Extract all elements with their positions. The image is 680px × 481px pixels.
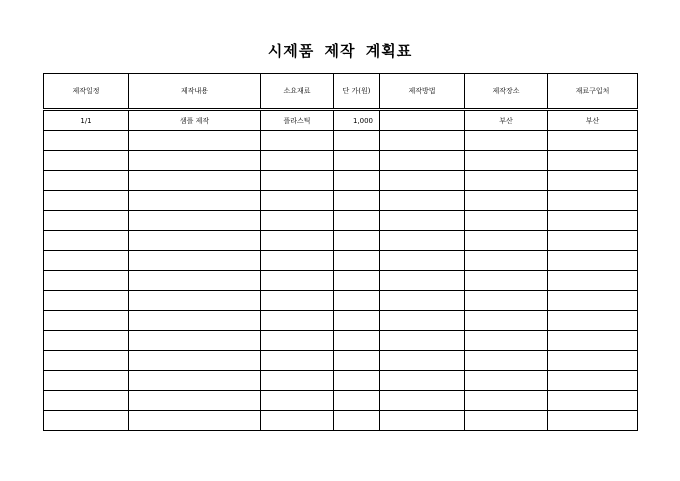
cell-location[interactable]: [465, 151, 548, 171]
cell-location[interactable]: [465, 311, 548, 331]
cell-supplier[interactable]: [548, 311, 638, 331]
cell-schedule[interactable]: [44, 351, 129, 371]
header-schedule: 제작일정: [44, 74, 129, 110]
cell-unit-price[interactable]: [334, 151, 380, 171]
cell-schedule[interactable]: [44, 371, 129, 391]
cell-materials[interactable]: [261, 171, 334, 191]
cell-content[interactable]: [129, 311, 261, 331]
cell-schedule[interactable]: [44, 251, 129, 271]
cell-location[interactable]: [465, 171, 548, 191]
cell-content[interactable]: [129, 211, 261, 231]
table-row: [44, 331, 638, 351]
cell-schedule[interactable]: [44, 331, 129, 351]
header-location: 제작장소: [465, 74, 548, 110]
cell-materials[interactable]: [261, 191, 334, 211]
table-row: [44, 231, 638, 251]
cell-method[interactable]: [380, 331, 465, 351]
cell-materials[interactable]: [261, 311, 334, 331]
cell-content[interactable]: [129, 371, 261, 391]
cell-unit-price[interactable]: [334, 171, 380, 191]
cell-method[interactable]: [380, 211, 465, 231]
cell-content[interactable]: [129, 411, 261, 431]
table-row: [44, 151, 638, 171]
cell-unit-price[interactable]: [334, 331, 380, 351]
table-row: [44, 411, 638, 431]
table-row: [44, 110, 638, 131]
cell-content[interactable]: [129, 291, 261, 311]
cell-method[interactable]: [380, 171, 465, 191]
cell-unit-price[interactable]: [334, 191, 380, 211]
cell-unit-price[interactable]: [334, 291, 380, 311]
cell-content[interactable]: [129, 151, 261, 171]
cell-schedule[interactable]: [44, 411, 129, 431]
cell-supplier[interactable]: [548, 251, 638, 271]
cell-schedule[interactable]: [44, 271, 129, 291]
cell-schedule[interactable]: [44, 191, 129, 211]
cell-unit-price[interactable]: [334, 391, 380, 411]
cell-location[interactable]: [465, 191, 548, 211]
table-body: [44, 110, 638, 431]
table-row: [44, 131, 638, 151]
cell-content[interactable]: [129, 171, 261, 191]
cell-materials[interactable]: 플라스틱: [261, 110, 334, 131]
table-row: [44, 211, 638, 231]
document-title: 시제품 제작 계획표: [267, 42, 413, 60]
cell-materials[interactable]: [261, 351, 334, 371]
cell-location[interactable]: [465, 271, 548, 291]
table-row: [44, 351, 638, 371]
table-row: [44, 311, 638, 331]
cell-method[interactable]: [380, 391, 465, 411]
cell-supplier[interactable]: [548, 271, 638, 291]
cell-method[interactable]: [380, 110, 465, 131]
cell-materials[interactable]: [261, 411, 334, 431]
cell-materials[interactable]: [261, 131, 334, 151]
cell-schedule[interactable]: [44, 151, 129, 171]
cell-supplier[interactable]: [548, 331, 638, 351]
cell-supplier[interactable]: [548, 351, 638, 371]
cell-schedule[interactable]: 1/1: [44, 110, 129, 131]
table-row: [44, 171, 638, 191]
cell-content[interactable]: [129, 351, 261, 371]
header-materials: 소요재료: [261, 74, 334, 110]
cell-unit-price[interactable]: 1,000: [334, 110, 380, 131]
cell-supplier[interactable]: [548, 411, 638, 431]
cell-materials[interactable]: [261, 251, 334, 271]
cell-unit-price[interactable]: [334, 211, 380, 231]
cell-materials[interactable]: [261, 211, 334, 231]
header-content: 제작내용: [129, 74, 261, 110]
cell-content[interactable]: [129, 331, 261, 351]
cell-supplier[interactable]: [548, 151, 638, 171]
cell-unit-price[interactable]: [334, 371, 380, 391]
cell-location[interactable]: [465, 411, 548, 431]
cell-unit-price[interactable]: [334, 271, 380, 291]
cell-materials[interactable]: [261, 331, 334, 351]
cell-supplier[interactable]: [548, 211, 638, 231]
table-row: [44, 191, 638, 211]
table-row: [44, 251, 638, 271]
cell-location[interactable]: [465, 231, 548, 251]
cell-schedule[interactable]: [44, 311, 129, 331]
cell-method[interactable]: [380, 411, 465, 431]
cell-schedule[interactable]: [44, 211, 129, 231]
cell-method[interactable]: [380, 371, 465, 391]
cell-method[interactable]: [380, 131, 465, 151]
cell-unit-price[interactable]: [334, 411, 380, 431]
cell-content[interactable]: 샘플 제작: [129, 110, 261, 131]
cell-schedule[interactable]: [44, 291, 129, 311]
cell-supplier[interactable]: [548, 231, 638, 251]
header-supplier: 재료구입처: [548, 74, 638, 110]
cell-method[interactable]: [380, 351, 465, 371]
cell-materials[interactable]: [261, 231, 334, 251]
cell-location[interactable]: [465, 391, 548, 411]
cell-location[interactable]: [465, 351, 548, 371]
cell-location[interactable]: [465, 371, 548, 391]
cell-supplier[interactable]: [548, 171, 638, 191]
cell-method[interactable]: [380, 231, 465, 251]
cell-content[interactable]: [129, 251, 261, 271]
table-row: [44, 371, 638, 391]
cell-content[interactable]: [129, 271, 261, 291]
cell-unit-price[interactable]: [334, 231, 380, 251]
cell-location[interactable]: [465, 331, 548, 351]
cell-unit-price[interactable]: [334, 251, 380, 271]
table-row: [44, 291, 638, 311]
table-row: [44, 391, 638, 411]
cell-supplier[interactable]: [548, 131, 638, 151]
cell-materials[interactable]: [261, 291, 334, 311]
cell-unit-price[interactable]: [334, 311, 380, 331]
header-method: 제작방법: [380, 74, 465, 110]
cell-schedule[interactable]: [44, 171, 129, 191]
table-row: [44, 271, 638, 291]
cell-supplier[interactable]: [548, 371, 638, 391]
cell-materials[interactable]: [261, 151, 334, 171]
cell-materials[interactable]: [261, 271, 334, 291]
cell-location[interactable]: [465, 291, 548, 311]
cell-method[interactable]: [380, 311, 465, 331]
cell-method[interactable]: [380, 151, 465, 171]
cell-method[interactable]: [380, 191, 465, 211]
cell-materials[interactable]: [261, 391, 334, 411]
cell-supplier[interactable]: [548, 391, 638, 411]
cell-content[interactable]: [129, 191, 261, 211]
cell-method[interactable]: [380, 291, 465, 311]
cell-schedule[interactable]: [44, 231, 129, 251]
cell-location[interactable]: 부산: [465, 110, 548, 131]
cell-supplier[interactable]: [548, 291, 638, 311]
table-header-row: [44, 74, 638, 110]
cell-materials[interactable]: [261, 371, 334, 391]
cell-unit-price[interactable]: [334, 131, 380, 151]
cell-location[interactable]: [465, 251, 548, 271]
header-unit-price: 단 가(원): [334, 74, 380, 110]
cell-unit-price[interactable]: [334, 351, 380, 371]
cell-content[interactable]: [129, 131, 261, 151]
cell-method[interactable]: [380, 251, 465, 271]
cell-schedule[interactable]: [44, 391, 129, 411]
cell-location[interactable]: [465, 211, 548, 231]
cell-method[interactable]: [380, 271, 465, 291]
cell-content[interactable]: [129, 391, 261, 411]
production-plan-table: [43, 73, 638, 431]
cell-supplier[interactable]: [548, 191, 638, 211]
cell-schedule[interactable]: [44, 131, 129, 151]
cell-content[interactable]: [129, 231, 261, 251]
cell-location[interactable]: [465, 131, 548, 151]
cell-supplier[interactable]: 부산: [548, 110, 638, 131]
